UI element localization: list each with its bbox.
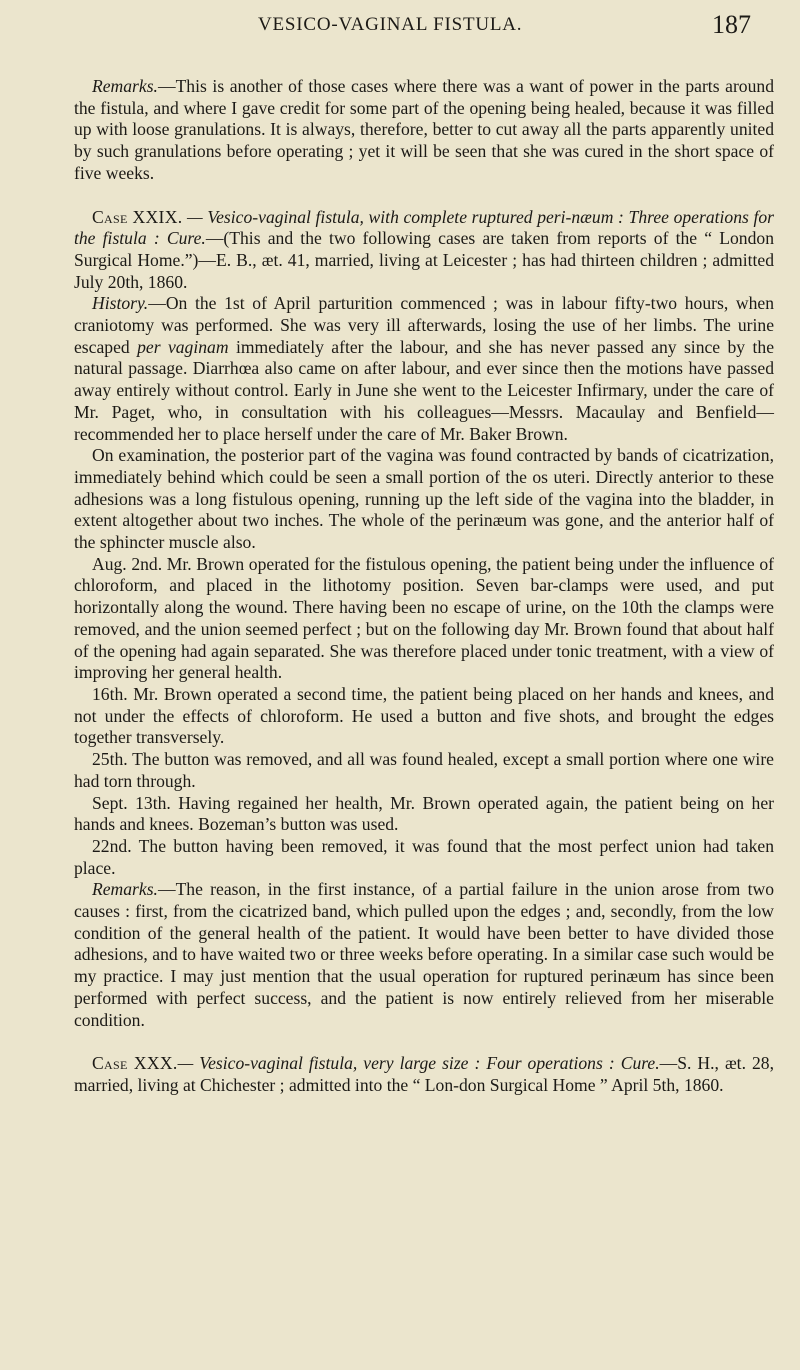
remarks-lead: Remarks.	[92, 76, 158, 96]
history-text-a: —On the 1st of April parturition commenced ; was in labour fifty-two hours, when craniotomy was performed. She was very ill afterwards, losing the use of her limbs. The urine escaped	[74, 293, 774, 357]
body-text	[74, 76, 774, 1097]
sept-22-paragraph: 22nd. The button having been removed, it was found that the most perfect union had taken place.	[74, 835, 774, 878]
history-paragraph	[74, 293, 774, 445]
remarks-paragraph-1	[74, 76, 774, 185]
remarks-2-lead: Remarks.	[92, 879, 158, 900]
case-29-text: —(This and the two following cases are taken from reports of the “ London Surgical Home.”)—E. B., æt. 41, married, living at Leicester ; has had thirteen children ; admitted July 20th, 1860.	[74, 228, 774, 292]
case-30-label: Case XXX.	[92, 1053, 178, 1074]
remarks-text: —This is another of those cases where there was a want of power in the parts around the fistula, and where I gave credit for some part of the opening being healed, because it was filled up with loose granulations. It is always, therefore, better to cut away all the parts apparently united by such granulations before operating ; yet it will be seen that she was cured in the short space of five weeks.	[74, 76, 774, 183]
running-title: VESICO-VAGINAL FISTULA.	[258, 14, 523, 35]
case-29-paragraph	[74, 207, 774, 294]
examination-paragraph: On examination, the posterior part of the vagina was found contracted by bands of cicatrization, immediately behind which could be seen a small portion of the os uteri. Directly anterior to these adhesions was a long fistulous opening, running up the left side of the vagina into the bladder, in extent altogether about two inches. The whole of the perinæum was gone, and the anterior half of the sphincter muscle also.	[74, 445, 774, 553]
case-29-title: — Vesico-vaginal fistula, with complete ruptured peri-næum : Three operations for the fistula : Cure.	[74, 206, 774, 249]
case-29-label: Case XXIX.	[92, 206, 183, 227]
remarks-2-text: —The reason, in the first instance, of a partial failure in the union arose from two causes : first, from the cicatrized band, which pulled upon the edges ; and, secondly, from the low condition of the general health of the patient. It would have been better to have divided those adhesions, and to have waited two or three weeks before operating. In a similar case such would be my practice. I may just mention that the usual operation for ruptured perinæum has since been performed with perfect success, and the patient is now entirely relieved from her miserable condition.	[74, 879, 774, 1030]
aug-25-paragraph: 25th. The button was removed, and all was found healed, except a small portion where one wire had torn through.	[74, 749, 774, 791]
history-italic: per vaginam	[137, 336, 229, 357]
aug-16-paragraph: 16th. Mr. Brown operated a second time, the patient being placed on her hands and knees, and not under the effects of chloroform. He used a button and five shots, and brought the edges together transversely.	[74, 683, 774, 748]
aug-2-paragraph: Aug. 2nd. Mr. Brown operated for the fistulous opening, the patient being under the influence of chloroform, and placed in the lithotomy position. Seven bar-clamps were used, and put horizontally along the wound. There having been no escape of urine, on the 10th the clamps were removed, and the union seemed perfect ; but on the following day Mr. Brown found that about half of the opening had again separated. She was therefore placed under tonic treatment, with a view of improving her general health.	[74, 553, 774, 683]
case-30-paragraph	[74, 1053, 774, 1096]
case-30-text: —S. H., æt. 28, married, living at Chichester ; admitted into the “ Lon-don Surgical Home ” April 5th, 1860.	[74, 1053, 774, 1095]
remarks-paragraph-2	[74, 879, 774, 1031]
page-number: 187	[712, 10, 751, 39]
history-text-b: immediately after the labour, and she has never passed any since by the natural passage. Diarrhœa also came on after labour, and ever since then the motions have passed away entirely without control. Early in June she went to the Leicester Infirmary, under the care of Mr. Paget, who, in consultation with his colleagues—Messrs. Macaulay and Benfield—recommended her to place herself under the care of Mr. Baker Brown.	[74, 336, 775, 444]
sept-13-paragraph: Sept. 13th. Having regained her health, Mr. Brown operated again, the patient being on her hands and knees. Bozeman’s button was used.	[74, 792, 774, 835]
history-lead: History.	[92, 293, 149, 314]
case-30-title: — Vesico-vaginal fistula, very large size : Four operations : Cure.	[177, 1053, 660, 1074]
